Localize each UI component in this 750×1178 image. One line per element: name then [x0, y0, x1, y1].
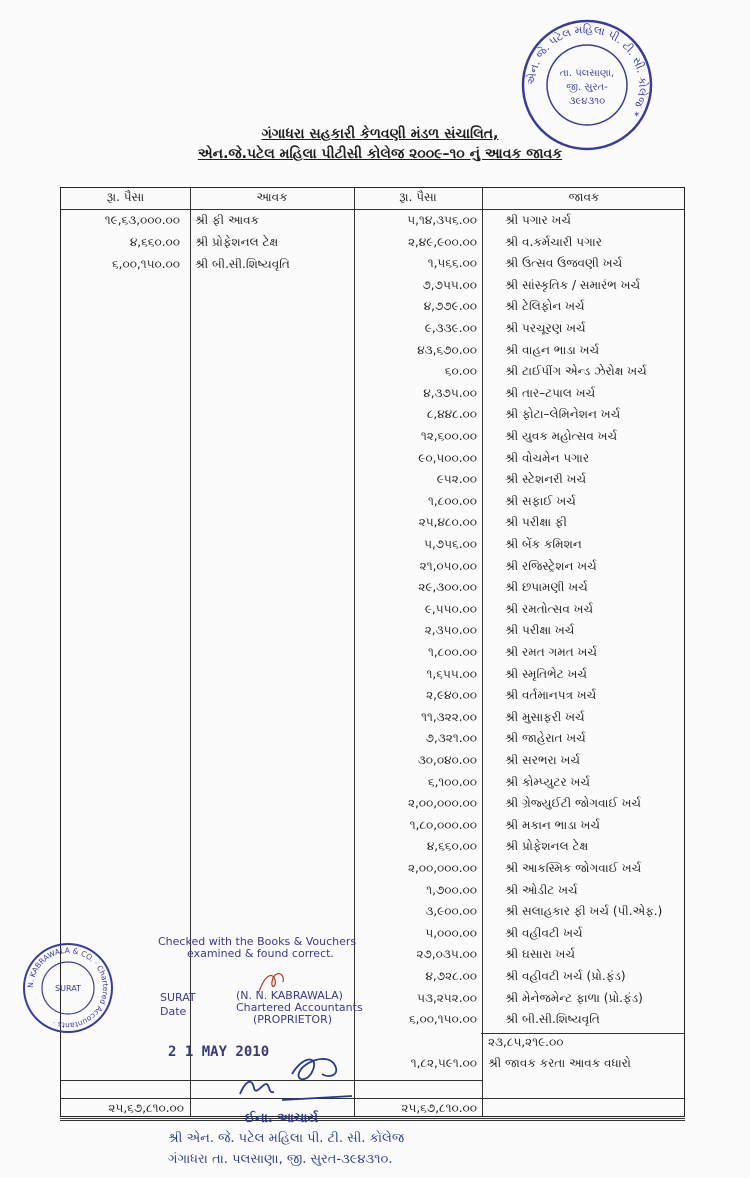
expense-row-amount: ૭,૩૨૧.૦૦ [425, 731, 477, 745]
footer-line-2: ગંગાધરા તા. પલસાણા, જી. સુરત-૩૯૪૩૧૦. [168, 1152, 393, 1167]
expense-row-label: શ્રી યુવક મહોત્સવ ખર્ચ [505, 429, 618, 443]
expense-row-label: શ્રી સ્ટેશનરી ખર્ચ [505, 472, 587, 486]
expense-row-amount: ૧,૫૬૬.૦૦ [427, 256, 477, 270]
date-label: Date [160, 1005, 187, 1018]
income-row-label: શ્રી પ્રોફેશનલ ટેક્ષ [195, 235, 279, 249]
date-stamp: 2 1 MAY 2010 [168, 1044, 270, 1060]
expense-row-amount: ૨૭,૦૩૫.૦૦ [416, 947, 477, 961]
footer-signatory: ઈના. આચાર્ય [245, 1111, 319, 1126]
expense-row-amount: ૨૯,૩૦૦.૦૦ [418, 580, 477, 594]
expense-row-amount: ૨,૯૪૦.૦૦ [426, 688, 477, 702]
expense-row-label: શ્રી સાંસ્કૃતિક / સમારંભ ખર્ચ [505, 278, 641, 292]
expense-row-amount: ૪,૭૨૮.૦૦ [425, 969, 477, 983]
college-stamp-center-2: જી. સુરત- [566, 82, 608, 93]
expense-row-label: શ્રી ટેલિફોન ખર્ચ [505, 299, 585, 313]
expense-row-label: શ્રી મુસાફરી ખર્ચ [505, 710, 585, 724]
expense-row-amount: ૨૫,૪૮૦.૦૦ [418, 515, 477, 529]
principal-signature [232, 1044, 362, 1104]
expense-row-label: શ્રી મકાન ભાડા ખર્ચ [505, 818, 601, 832]
income-row-amount: ૪,૬૬૦.૦૦ [129, 235, 180, 249]
expense-row-amount: ૫,૦૦૦.૦૦ [425, 926, 477, 940]
college-stamp-center-3: ૩૯૪૩૧૦ [568, 96, 606, 107]
expense-row-amount: ૬૦.૦૦ [444, 364, 477, 378]
expense-row-label: શ્રી સલાહકાર ફી ખર્ચ (પી.એફ.) [505, 904, 663, 918]
expense-row-label: શ્રી સ્મૃતિભેટ ખર્ચ [505, 667, 587, 681]
footer-line-1: શ્રી એન. જે. પટેલ મહિલા પી. ટી. સી. કોલેજ [168, 1131, 405, 1146]
surplus-amount: ૧,૮૨,૫૯૧.૦૦ [410, 1056, 477, 1070]
expense-row-amount: ૯,૫૫૦.૦૦ [424, 602, 477, 616]
auditor-role: (PROPRIETOR) [253, 1013, 333, 1026]
expense-row-label: શ્રી વહીવટી ખર્ચ (પ્રો.ફંડ) [505, 969, 626, 983]
auditor-stamp [22, 942, 114, 1034]
expense-row-label: શ્રી બેંક કમિશન [505, 537, 582, 551]
expense-row-label: શ્રી વાહન ભાડા ખર્ચ [505, 343, 600, 357]
auditor-signature [255, 968, 325, 998]
expense-row-label: શ્રી આકસ્મિક જોગવાઈ ખર્ચ [505, 861, 642, 875]
expense-row-amount: ૮,૪૪૮.૦૦ [426, 407, 477, 421]
expense-row-amount: ૯૦,૫૦૦.૦૦ [418, 451, 477, 465]
income-row-label: શ્રી બી.સી.શિષ્યવૃતિ [195, 257, 290, 271]
checked-line-1: Checked with the Books & Vouchers [158, 935, 357, 948]
expense-row-amount: ૨,૦૦,૦૦૦.૦૦ [407, 796, 477, 810]
auditor-stamp-center: SURAT [55, 984, 81, 993]
expense-row-label: શ્રી પરીક્ષા ફી [505, 515, 567, 529]
expense-row-label: શ્રી કોમ્પ્યુટર ખર્ચ [505, 775, 590, 789]
auditor-title: Chartered Accountants [236, 1001, 363, 1014]
expense-row-amount: ૬,૦૦,૧૫૦.૦૦ [408, 1012, 477, 1026]
expense-row-amount: ૧,૬૫૫.૦૦ [426, 667, 477, 681]
surplus-label: શ્રી જાવક કરતા આવક વધારો [488, 1056, 631, 1070]
expense-row-amount: ૨,૩૫૦.૦૦ [424, 623, 477, 637]
expense-row-label: શ્રી પરીક્ષા ખર્ચ [505, 623, 575, 637]
expense-row-amount: ૧,૮૦૦.૦૦ [427, 494, 477, 508]
expense-row-label: શ્રી ઓડીટ ખર્ચ [505, 883, 578, 897]
heading-line-1: ગંગાધરા સહકારી કેળવણી મંડળ સંચાલિત, [261, 126, 499, 142]
expense-row-amount: ૯૫૨.૦૦ [436, 472, 477, 486]
expense-row-label: શ્રી વહીવટી ખર્ચ [505, 926, 583, 940]
total-income: ૨૫,૬૭,૮૧૦.૦૦ [108, 1101, 184, 1115]
expense-row-amount: ૪,૩૭૫.૦૦ [423, 386, 477, 400]
expense-row-label: શ્રી રમત ગમત ખર્ચ [505, 645, 597, 659]
expense-row-label: શ્રી પરચૂરણ ખર્ચ [505, 321, 586, 335]
expense-row-amount: ૧,૮૦,૦૦૦.૦૦ [409, 818, 477, 832]
expense-row-label: શ્રી છપામણી ખર્ચ [505, 580, 588, 594]
header-income: આવક [256, 190, 288, 204]
total-expense: ૨૫,૬૭,૮૧૦.૦૦ [401, 1101, 477, 1115]
expense-row-label: શ્રી પગાર ખર્ચ [505, 213, 571, 227]
expense-row-amount: ૩,૯૦૦.૦૦ [425, 904, 477, 918]
expense-row-amount: ૨૧,૦૫૦.૦૦ [419, 559, 477, 573]
expense-row-label: શ્રી રમતોત્સવ ખર્ચ [505, 602, 594, 616]
expense-row-label: શ્રી રજિસ્ટ્રેશન ખર્ચ [505, 559, 597, 573]
expense-row-label: શ્રી મેનેજમેન્ટ ફાળા (પ્રો.ફંડ) [505, 991, 643, 1005]
checked-line-2: examined & found correct. [187, 947, 334, 960]
income-row-label: શ્રી ફી આવક [195, 213, 260, 227]
expense-row-label: શ્રી જાહેરાત ખર્ચ [505, 731, 586, 745]
header-expense-amount: રૂા. પૈસા [399, 190, 437, 204]
expense-row-label: શ્રી ગ્રેજ્યુઈટી જોગવાઈ ખર્ચ [505, 796, 642, 810]
expense-row-label: શ્રી ઘસારા ખર્ચ [505, 947, 575, 961]
heading-line-2: એન.જે.પટેલ મહિલા પીટીસી કોલેજ ૨૦૦૯–૧૦ નું આવક જાવક [197, 146, 563, 162]
expense-row-label: શ્રી પ્રોફેશનલ ટેક્ષ [505, 839, 589, 853]
income-row-amount: ૬,૦૦,૧૫૦.૦૦ [111, 257, 180, 271]
expense-row-amount: ૧૧,૩૨૨.૦૦ [421, 710, 477, 724]
surat-label: SURAT [160, 991, 196, 1004]
expense-row-label: શ્રી બી.સી.શિષ્યવૃતિ [505, 1012, 600, 1026]
header-income-amount: રૂા. પૈસા [106, 190, 145, 204]
expense-row-amount: ૪૩,૬૭૦.૦૦ [417, 343, 477, 357]
expense-row-label: શ્રી વ.કર્મચારી પગાર [505, 235, 602, 249]
expense-row-amount: ૬,૧૦૦.૦૦ [427, 775, 477, 789]
auditor-name: (N. N. KABRAWALA) [236, 989, 343, 1002]
expense-row-label: શ્રી ફોટા–લેમિનેશન ખર્ચ [505, 407, 621, 421]
expense-row-amount: ૯,૩૩૯.૦૦ [424, 321, 477, 335]
expense-row-amount: ૨,૪૯,૯૦૦.૦૦ [407, 235, 477, 249]
income-row-amount: ૧૯,૬૩,૦૦૦.૦૦ [104, 213, 180, 227]
expense-row-label: શ્રી ટાઈપીંગ એન્ડ ઝેરોક્ષ ખર્ચ [505, 364, 647, 378]
college-stamp-center-1: તા. પલસાણા, [559, 68, 615, 79]
expense-row-amount: ૭,૭૫૫.૦૦ [422, 278, 477, 292]
auditor-stamp-ring-text: N. KABRAWALA & CO. · Chartered Accountants · [25, 945, 111, 1031]
expense-row-label: શ્રી તાર–ટપાલ ખર્ચ [505, 386, 596, 400]
expense-row-amount: ૩૦,૦૪૦.૦૦ [417, 753, 477, 767]
expense-row-amount: ૧,૭૦૦.૦૦ [426, 883, 477, 897]
expense-row-label: શ્રી વોચમેન પગાર [505, 451, 590, 465]
expense-row-amount: ૫,૭૫૬.૦૦ [424, 537, 477, 551]
college-stamp-ring-text: એન. જે. પટેલ મહિલા પી. ટી. સી. કોલેજ * [524, 22, 650, 119]
expense-row-label: શ્રી ઉત્સવ ઉજવણી ખર્ચ [505, 256, 623, 270]
expense-row-label: શ્રી સફાઈ ખર્ચ [505, 494, 576, 508]
expense-row-amount: ૪,૬૬૦.૦૦ [426, 839, 477, 853]
expense-row-amount: ૨,૦૦,૦૦૦.૦૦ [407, 861, 477, 875]
expense-row-amount: ૧,૮૦૦.૦૦ [427, 645, 477, 659]
expense-row-label: શ્રી સરભરા ખર્ચ [505, 753, 580, 767]
expense-row-amount: ૫૩,૨૫૨.૦૦ [417, 991, 477, 1005]
header-expense: જાવક [568, 190, 600, 204]
expense-row-amount: ૪,૭૭૯.૦૦ [423, 299, 477, 313]
expense-subtotal: ૨૩,૮૫,૨૧૯.૦૦ [488, 1035, 564, 1049]
expense-row-amount: ૧૨,૬૦૦.૦૦ [420, 429, 477, 443]
expense-row-amount: ૫,૧૪,૩૫૬.૦૦ [407, 213, 477, 227]
college-stamp [520, 18, 654, 152]
expense-row-label: શ્રી વર્તમાનપત્ર ખર્ચ [505, 688, 597, 702]
